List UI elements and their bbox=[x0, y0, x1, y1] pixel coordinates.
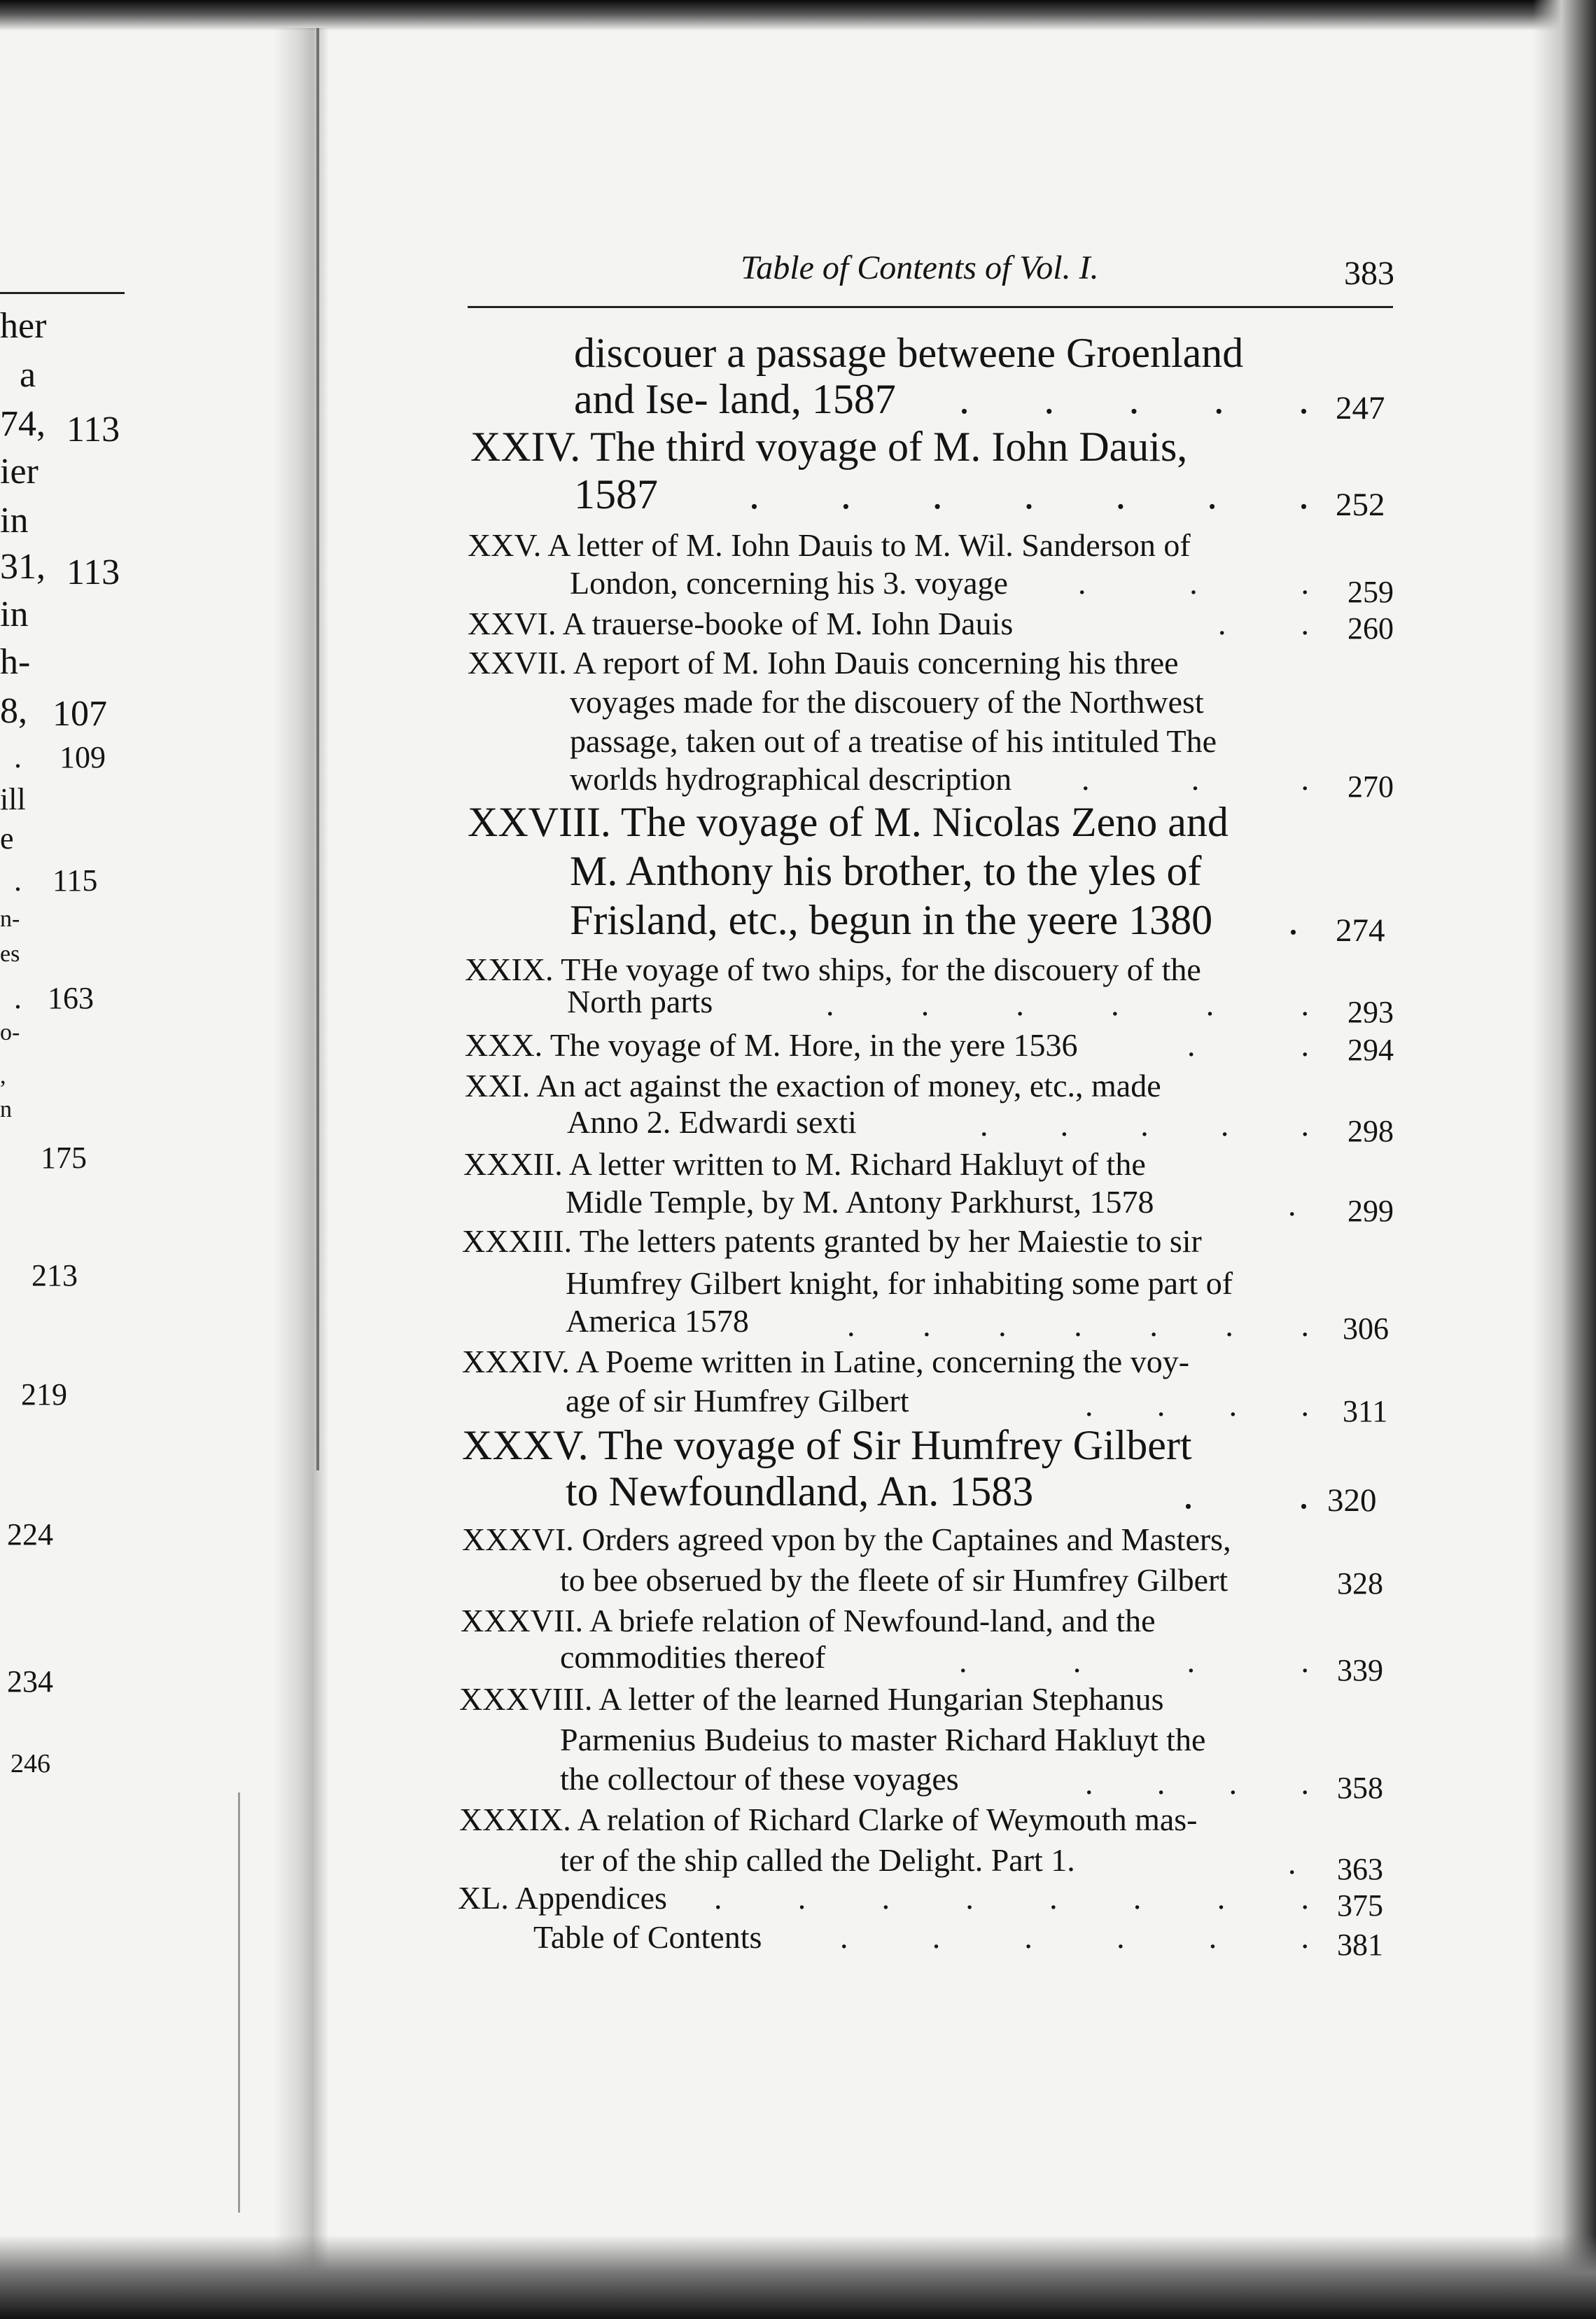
left-fragment-text: her bbox=[0, 306, 47, 346]
left-page-rule bbox=[0, 292, 125, 294]
toc-entry-line: XXIX. THe voyage of two ships, for the discouery of the bbox=[465, 952, 1201, 987]
toc-entry-line: and Ise- land, 1587 bbox=[574, 376, 896, 422]
toc-entry-line: XXXIII. The letters patents granted by her Maiestie to sir bbox=[462, 1223, 1202, 1259]
toc-entry-line: XXVII. A report of M. Iohn Dauis concerning his three bbox=[468, 645, 1179, 681]
toc-entry-line: 1587 bbox=[574, 471, 658, 517]
toc-page-number: 299 bbox=[1348, 1194, 1394, 1228]
toc-entry-line: London, concerning his 3. voyage bbox=[570, 565, 1008, 601]
leader-dots: . . . . . . . bbox=[847, 1307, 1309, 1343]
toc-page-number: 270 bbox=[1348, 769, 1394, 804]
left-fragment-text: in bbox=[0, 501, 29, 541]
toc-page-number: 320 bbox=[1327, 1482, 1377, 1519]
toc-page-number: 306 bbox=[1343, 1311, 1389, 1346]
left-fragment-text: , bbox=[0, 1063, 6, 1089]
toc-entry-line: XXXIV. A Poeme written in Latine, concerning the voy- bbox=[462, 1344, 1190, 1379]
left-fragment-text: o- bbox=[0, 1019, 20, 1045]
toc-page-number: 294 bbox=[1348, 1033, 1394, 1067]
toc-entry-line: XXVI. A trauerse-booke of M. Iohn Dauis bbox=[468, 606, 1014, 641]
left-fragment-page: 113 bbox=[66, 552, 120, 592]
left-fragment-page: 224 bbox=[7, 1517, 53, 1552]
toc-entry-line: passage, taken out of a treatise of his intituled The bbox=[570, 723, 1217, 759]
toc-entry-line: XXXV. The voyage of Sir Humfrey Gilbert bbox=[462, 1422, 1192, 1468]
leader-dots: . bbox=[1288, 897, 1298, 943]
toc-page-number: 311 bbox=[1343, 1394, 1388, 1428]
left-fragment-text: . bbox=[14, 740, 22, 774]
leader-dots: . . . . . bbox=[980, 1107, 1309, 1143]
left-fragment-text: ill bbox=[0, 782, 26, 816]
left-fragment-text: . bbox=[14, 981, 22, 1015]
left-fragment-text: es bbox=[0, 941, 20, 967]
leader-dots: . . bbox=[1183, 1471, 1309, 1517]
left-fragment-text: e bbox=[0, 821, 14, 856]
toc-entry-line: Parmenius Budeius to master Richard Hakluyt the bbox=[560, 1722, 1206, 1757]
toc-entry-line: Midle Temple, by M. Antony Parkhurst, 1578 bbox=[566, 1184, 1154, 1220]
leader-dots: . . . . bbox=[1085, 1765, 1309, 1801]
toc-entry-line: XXXIX. A relation of Richard Clarke of Weymouth mas- bbox=[459, 1802, 1198, 1837]
left-fragment-text: 31, bbox=[0, 547, 46, 587]
toc-entry-line: Humfrey Gilbert knight, for inhabiting some part of bbox=[566, 1265, 1233, 1301]
toc-entry-line: XXVIII. The voyage of M. Nicolas Zeno and bbox=[468, 799, 1228, 845]
toc-entry-line: voyages made for the discouery of the Northwest bbox=[570, 684, 1204, 720]
toc-entry-line: XXXVIII. A letter of the learned Hungarian Stephanus bbox=[459, 1681, 1164, 1717]
left-fragment-page: 113 bbox=[66, 410, 120, 450]
toc-entry-line: XXV. A letter of M. Iohn Dauis to M. Wil. Sanderson of bbox=[468, 527, 1191, 563]
toc-page-number: 328 bbox=[1337, 1566, 1383, 1601]
toc-page-number: 358 bbox=[1337, 1771, 1383, 1805]
toc-entry-line: to Newfoundland, An. 1583 bbox=[566, 1468, 1034, 1514]
left-fragment-page: 175 bbox=[41, 1141, 87, 1175]
toc-page-number: 260 bbox=[1348, 611, 1394, 646]
left-fragment-text: n bbox=[0, 1096, 12, 1122]
gutter-crease bbox=[316, 28, 319, 1470]
leader-dots: . . . bbox=[1078, 565, 1309, 601]
toc-page-number: 381 bbox=[1337, 1928, 1383, 1962]
leader-dots: . . . . . . bbox=[840, 1919, 1309, 1955]
toc-page-number: 252 bbox=[1336, 487, 1385, 523]
left-fragment-text: 74, bbox=[0, 404, 46, 444]
toc-entry-line: XXX. The voyage of M. Hore, in the yere 1536 bbox=[465, 1027, 1078, 1063]
toc-entry-line: to bee obserued by the fleete of sir Humfrey Gilbert bbox=[560, 1562, 1228, 1598]
header-rule bbox=[468, 306, 1393, 308]
toc-page-number: 247 bbox=[1336, 390, 1385, 426]
page-number: 383 bbox=[1344, 255, 1394, 292]
leader-dots: . . . . . . . . bbox=[714, 1880, 1309, 1916]
left-fragment-text: in bbox=[0, 594, 29, 634]
left-fragment-text: 8, bbox=[0, 691, 27, 731]
toc-entry-line: XXXVI. Orders agreed vpon by the Captaines and Masters, bbox=[462, 1521, 1231, 1557]
gutter-crease-lower bbox=[238, 1792, 240, 2213]
toc-entry-line: worlds hydrographical description bbox=[570, 761, 1012, 797]
toc-page-number: 375 bbox=[1337, 1888, 1383, 1923]
toc-entry-line: commodities thereof bbox=[560, 1639, 826, 1675]
toc-entry-line: discouer a passage betweene Groenland bbox=[574, 330, 1244, 376]
toc-entry-line: Table of Contents bbox=[533, 1919, 762, 1955]
left-fragment-page: 234 bbox=[7, 1664, 53, 1699]
left-fragment-text: n- bbox=[0, 906, 20, 932]
toc-page-number: 274 bbox=[1336, 912, 1385, 949]
left-fragment-page: 213 bbox=[31, 1258, 78, 1293]
toc-page-number: 339 bbox=[1337, 1653, 1383, 1687]
left-fragment-page: 219 bbox=[21, 1377, 67, 1412]
toc-page-number: 259 bbox=[1348, 575, 1394, 609]
leader-dots: . . . . . . . bbox=[749, 471, 1309, 517]
toc-page-number: 363 bbox=[1337, 1852, 1383, 1886]
toc-page-number: 293 bbox=[1348, 995, 1394, 1029]
toc-page-number: 298 bbox=[1348, 1114, 1394, 1148]
scan-bottom-edge bbox=[0, 2235, 1596, 2319]
left-fragment-text: h- bbox=[0, 642, 31, 682]
left-fragment-page: 246 bbox=[10, 1749, 50, 1778]
toc-entry-line: XXXVII. A briefe relation of Newfound-land, and the bbox=[461, 1603, 1156, 1638]
leader-dots: . bbox=[1288, 1187, 1296, 1223]
left-fragment-page: 163 bbox=[48, 981, 94, 1015]
toc-entry-line: XXIV. The third voyage of M. Iohn Dauis, bbox=[470, 424, 1188, 470]
left-fragment-page: 115 bbox=[52, 863, 98, 898]
left-fragment-page: 109 bbox=[59, 740, 106, 774]
running-header bbox=[468, 249, 1392, 305]
toc-entry-line: XXXII. A letter written to M. Richard Hakluyt of the bbox=[463, 1146, 1146, 1182]
toc-entry-line: M. Anthony his brother, to the yles of bbox=[570, 848, 1202, 894]
left-page-fragment bbox=[0, 280, 210, 1820]
scan-top-edge bbox=[0, 0, 1596, 31]
leader-dots: . . bbox=[1218, 606, 1309, 641]
toc-entry-line: America 1578 bbox=[566, 1303, 749, 1339]
left-fragment-text: ier bbox=[0, 452, 38, 492]
toc-entry-line: Frisland, etc., begun in the yeere 1380 bbox=[570, 897, 1213, 943]
toc-entry-line: age of sir Humfrey Gilbert bbox=[566, 1383, 909, 1419]
toc-entry-line: XXI. An act against the exaction of money, etc., made bbox=[465, 1068, 1161, 1103]
leader-dots: . . bbox=[1187, 1027, 1309, 1063]
book-gutter bbox=[274, 28, 329, 2290]
toc-entry-line: ter of the ship called the Delight. Part 1. bbox=[560, 1842, 1075, 1878]
leader-dots: . . . . bbox=[959, 1643, 1309, 1679]
toc-entry-line: the collectour of these voyages bbox=[560, 1761, 959, 1797]
toc-entry-line: North parts bbox=[567, 984, 713, 1019]
leader-dots: . bbox=[1288, 1845, 1296, 1881]
toc-entry-line: XL. Appendices bbox=[458, 1880, 667, 1916]
toc-entry-line: Anno 2. Edwardi sexti bbox=[567, 1104, 857, 1140]
scan-right-edge bbox=[1533, 0, 1596, 2319]
running-title: Table of Contents of Vol. I. bbox=[741, 249, 1099, 286]
left-fragment-text: . bbox=[14, 863, 22, 898]
leader-dots: . . . bbox=[1082, 761, 1309, 797]
leader-dots: . . . . . . bbox=[826, 987, 1309, 1022]
leader-dots: . . . . . bbox=[959, 376, 1309, 422]
left-fragment-text: a bbox=[20, 355, 36, 395]
leader-dots: . . . . bbox=[1085, 1387, 1309, 1423]
left-fragment-page: 107 bbox=[52, 694, 107, 734]
